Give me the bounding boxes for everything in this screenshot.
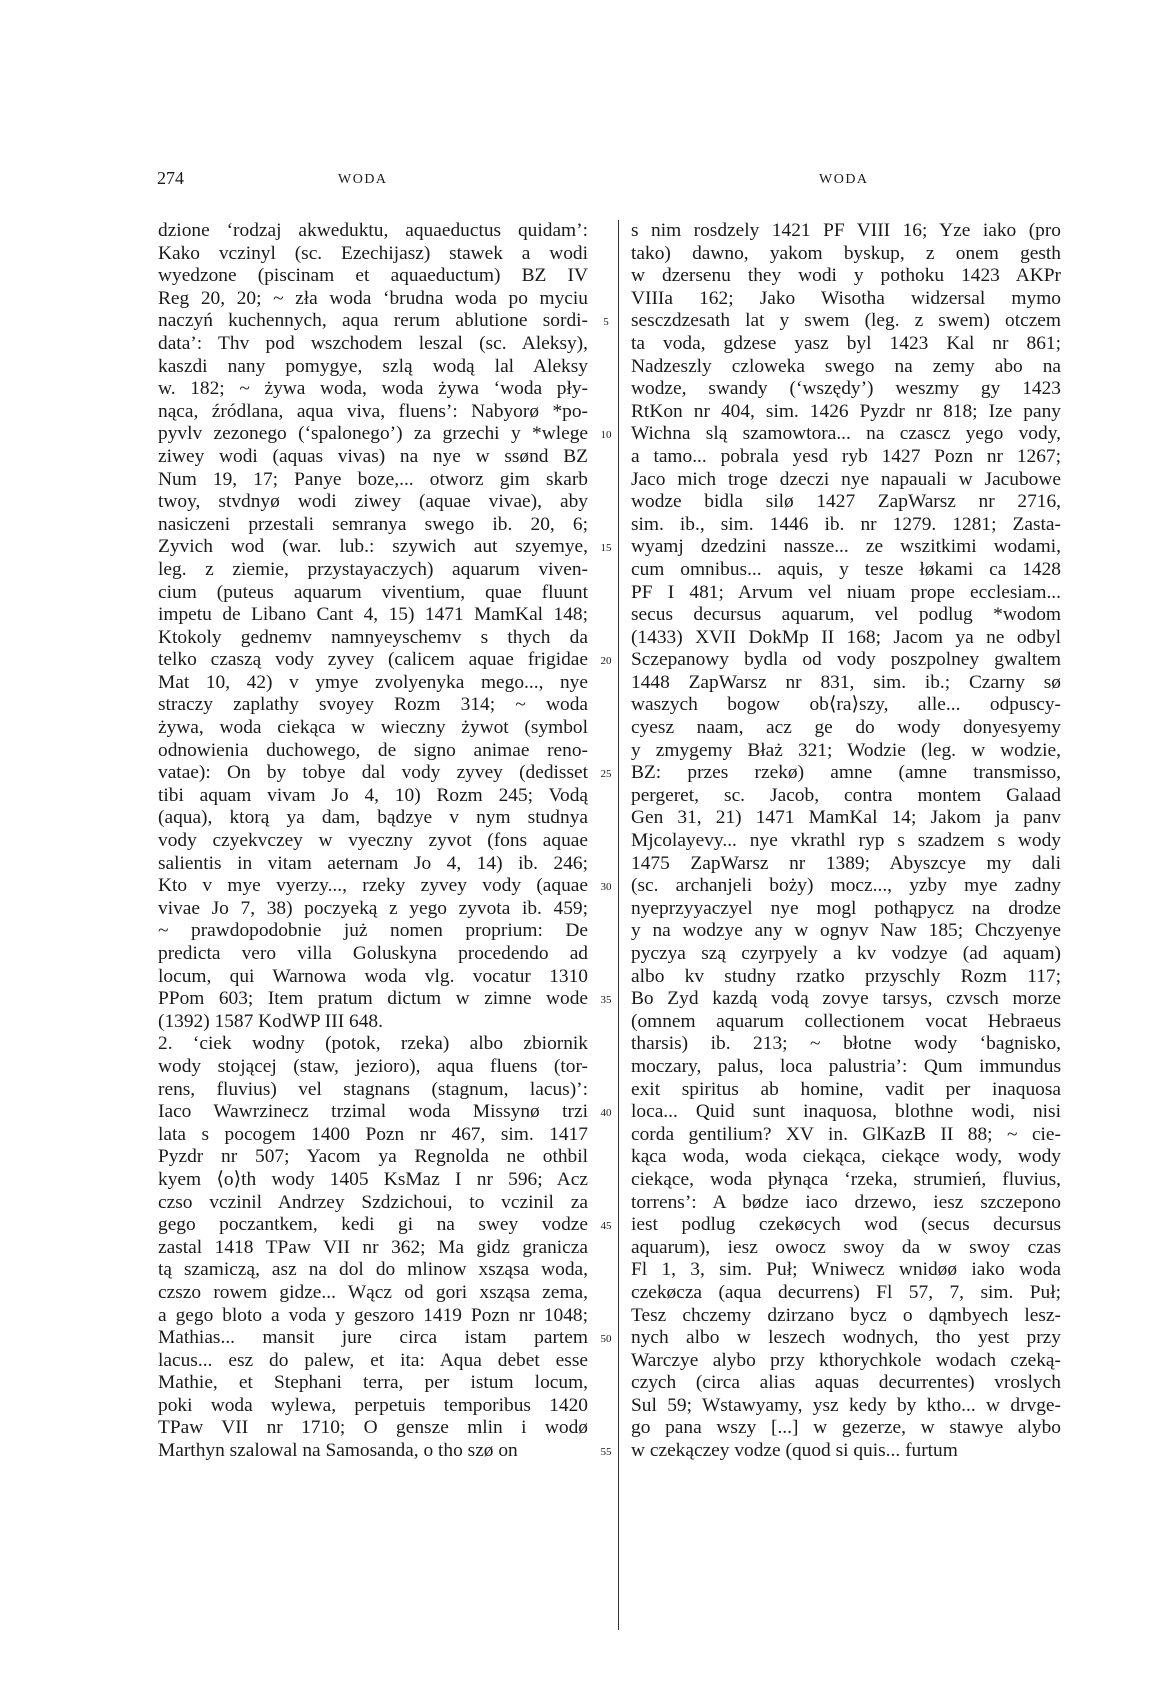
text-line: torrens’: A bødze iaco drzewo, iesz szczepono (631, 1191, 1061, 1213)
text-line: aquarum), iesz owocz swoy da w swoy czas (631, 1236, 1061, 1258)
text-line: TPaw VII nr 1710; O gensze mlin i wodø (158, 1417, 588, 1439)
text-line: ciekące, woda płynąca ‘rzeka, strumień, fluvius, (631, 1168, 1061, 1190)
text-line: Kako vczinyl (sc. Ezechijasz) stawek a wodi (158, 242, 588, 264)
line-number: 25 (600, 768, 612, 781)
text-line: w czekączey vodze (quod si quis... furtum (631, 1440, 958, 1462)
line-number: 15 (600, 542, 612, 555)
text-line: Nadzeszly czloweka swego na zemy abo na (631, 355, 1061, 377)
text-line: pergeret, sc. Jacob, contra montem Galaad (631, 784, 1061, 806)
text-line: Kto v mye vyerzy..., rzeky zyvey vody (aquae (158, 875, 588, 897)
line-number: 40 (600, 1107, 612, 1120)
text-line: leg. z ziemie, przystayaczych) aquarum viven- (158, 558, 588, 580)
column-rule (618, 220, 619, 1630)
text-line: twoy, stvdnyø wodi ziwey (aquae vivae), aby (158, 491, 588, 513)
text-line: (omnem aquarum collectionem vocat Hebraeus (631, 1010, 1061, 1032)
text-line: s nim rosdzely 1421 PF VIII 16; Yze iako (pro (631, 220, 1061, 241)
text-line: PF I 481; Arvum vel niuam prope ecclesiam... (631, 581, 1061, 603)
text-line: Sul 59; Wstawyamy, ysz kedy by ktho... w drvge- (631, 1394, 1061, 1416)
text-line: dzione ‘rodzaj akweduktu, aquaeductus quidam’: (158, 220, 588, 241)
text-line: straczy zaplathy svoyey Rozm 314; ~ woda (158, 694, 588, 716)
text-line: corda gentilium? XV in. GlKazB II 88; ~ cie- (631, 1123, 1061, 1145)
text-line: w dzersenu they wodi y pothoku 1423 AKPr (631, 265, 1061, 287)
line-number: 10 (600, 429, 612, 442)
text-line: lata s pocogem 1400 Pozn nr 467, sim. 1417 (158, 1123, 588, 1145)
text-line: iest podlug czekøcych wod (secus decursus (631, 1214, 1061, 1236)
text-line: tharsis) ib. 213; ~ błotne wody ‘bagnisko, (631, 1033, 1061, 1055)
right-column (631, 220, 1061, 1463)
text-line: go pana wszy [...] w gezerze, w stawye alybo (631, 1417, 1061, 1439)
line-number: 30 (600, 881, 612, 894)
line-number: 20 (600, 655, 612, 668)
text-line: wyamj dzedzini nassze... ze wszitkimi wodami, (631, 536, 1061, 558)
text-line: gego poczantkem, kedi gi na swey vodze (158, 1214, 588, 1236)
line-number: 45 (600, 1220, 612, 1233)
text-line: Mathie, et Stephani terra, per istum locum, (158, 1372, 588, 1394)
text-line: poki woda wylewa, perpetuis temporibus 1420 (158, 1394, 588, 1416)
text-line: lacus... esz do palew, et ita: Aqua debet esse (158, 1349, 588, 1371)
text-line: odnowienia duchowego, de signo animae reno- (158, 739, 588, 761)
text-line: wody stojącej (staw, jezioro), aqua fluens (tor- (158, 1055, 588, 1077)
text-line: VIIIa 162; Jako Wisotha widzersal mymo (631, 287, 1061, 309)
text-line: wodze, swandy (‘wszędy’) weszmy gy 1423 (631, 378, 1061, 400)
text-line: ta voda, gdzese yasz byl 1423 Kal nr 861; (631, 332, 1061, 354)
text-line: Ktokoly gednemv namnyeyschemv s thych da (158, 626, 588, 648)
text-line: Wichna slą szamowtora... na czascz yego vody, (631, 423, 1061, 445)
text-line: loca... Quid sunt inaquosa, blothne wodi, nisi (631, 1101, 1061, 1123)
text-line: BZ: przes rzekø) amne (amne transmisso, (631, 762, 1061, 784)
running-head-left: WODA (338, 172, 388, 187)
text-line: tą szamiczą, asz na dol do mlinow xsząsa woda, (158, 1259, 588, 1281)
text-line: pyczya szą czyrpyely a kv vodzye (ad aquam) (631, 943, 1061, 964)
text-line: secus decursus aquarum, vel podlug *wodom (631, 604, 1061, 626)
text-line: 1475 ZapWarsz nr 1389; Abyszcye my dali (631, 852, 1061, 874)
text-line: Tesz chczemy dzirzano bycz o dąmbyech lesz- (631, 1304, 1061, 1326)
text-line: Jaco mich troge dzeczi nye napauali w Jacubowe (631, 468, 1061, 490)
text-line: (1433) XVII DokMp II 168; Jacom ya ne odbyl (631, 626, 1061, 648)
text-line: vatae): On by tobye dal vody zyvey (dedisset (158, 762, 588, 784)
text-line: czso vczinil Andrzey Szdzichoui, to vczinil za (158, 1191, 588, 1213)
text-line: predicta vero villa Goluskyna procedendo ad (158, 943, 588, 964)
text-line: Pyzdr nr 507; Yacom ya Regnolda ne othbil (158, 1146, 588, 1168)
text-line: y zmygemy Błaż 321; Wodzie (leg. w wodzie, (631, 739, 1061, 761)
text-line: wodze bidla silø 1427 ZapWarsz nr 2716, (631, 491, 1061, 513)
text-line: Gen 31, 21) 1471 MamKal 14; Jakom ja panv (631, 807, 1061, 829)
line-number: 5 (603, 316, 609, 329)
line-number: 55 (600, 1446, 612, 1459)
text-line: Bo Zyd kazdą vodą zovye tarsys, czvsch morze (631, 988, 1061, 1010)
text-line: cium (puteus aquarum viventium, quae fluunt (158, 581, 588, 603)
text-line: wyedzone (piscinam et aquaeductum) BZ IV (158, 265, 588, 287)
text-line: pyvlv zezonego (‘spalonego’) za grzechi y *wlege (158, 423, 588, 445)
text-line: w. 182; ~ żywa woda, woda żywa ‘woda pły- (158, 378, 588, 400)
text-line: albo kv studny rzatko przyschly Rozm 117; (631, 965, 1061, 987)
text-line: kaszdi nany pomygye, szlą wodą lal Aleksy (158, 355, 588, 377)
text-line: kąca woda, woda ciekąca, ciekące wody, wody (631, 1146, 1061, 1168)
text-line: Mjcolayevy... nye vkrathl ryp s szadzem s wody (631, 830, 1061, 852)
text-line: (1392) 1587 KodWP III 648. (158, 1010, 383, 1032)
text-line: czych (circa alias aquas decurrentes) vroslych (631, 1372, 1061, 1394)
text-line: nasiczeni przestali semranya swego ib. 20, 6; (158, 513, 588, 535)
text-line: data’: Thv pod wszchodem leszal (sc. Aleksy), (158, 332, 588, 354)
text-line: Fl 1, 3, sim. Puł; Wniwecz wnidøø iako woda (631, 1259, 1061, 1281)
text-line: czszo rowem gidze... Wącz od gori xsząsa zema, (158, 1281, 588, 1303)
text-line: Marthyn szalowal na Samosanda, o tho szø on (158, 1440, 518, 1462)
line-number: 50 (600, 1333, 612, 1346)
text-line: Reg 20, 20; ~ zła woda ‘brudna woda po myciu (158, 287, 588, 309)
page-number: 274 (157, 168, 184, 188)
text-line: 1448 ZapWarsz nr 831, sim. ib.; Czarny sø (631, 671, 1061, 693)
text-line: 2. ‘ciek wodny (potok, rzeka) albo zbiornik (158, 1033, 588, 1055)
running-head-right: WODA (819, 172, 869, 187)
text-line: sim. ib., sim. 1446 ib. nr 1279. 1281; Zasta- (631, 513, 1061, 535)
text-line: żywa, woda ciekąca w wieczny żywot (symbol (158, 717, 588, 739)
text-line: tibi aquam vivam Jo 4, 10) Rozm 245; Vodą (158, 784, 588, 806)
text-line: moczary, palus, loca palustria’: Qum immundus (631, 1055, 1061, 1077)
text-line: Iaco Wawrzinecz trzimal woda Missynø trzi (158, 1101, 588, 1123)
text-line: zastal 1418 TPaw VII nr 362; Ma gidz granicza (158, 1236, 588, 1258)
text-line: nąca, źródlana, aqua viva, fluens’: Nabyorø *po- (158, 400, 588, 422)
text-line: salientis in vitam aeternam Jo 4, 14) ib. 246; (158, 852, 588, 874)
text-line: y na wodzye any w ognyv Naw 185; Chczyenye (631, 920, 1061, 942)
text-line: exit spiritus ab homine, vadit per inaquosa (631, 1078, 1061, 1100)
text-line: tako) dawno, yakom byskup, z onem gesth (631, 242, 1061, 264)
text-line: sesczdzesath lat y swem (leg. z swem) otczem (631, 310, 1061, 332)
text-line: ~ prawdopodobnie już nomen proprium: De (158, 920, 588, 942)
text-line: RtKon nr 404, sim. 1426 Pyzdr nr 818; Ize pany (631, 400, 1061, 422)
line-number: 35 (600, 994, 612, 1007)
text-line: nych albo w leszech wodnych, tho yest przy (631, 1327, 1061, 1349)
text-line: Mat 10, 42) v ymye zvolyenyka mego..., nye (158, 671, 588, 693)
text-line: Sczepanowy bydla od vody poszpolney gwaltem (631, 649, 1061, 671)
text-line: Warczye alybo przy kthorychkole wodach czeką- (631, 1349, 1061, 1371)
text-line: telko czaszą vody zyvey (calicem aquae frigidae (158, 649, 588, 671)
text-line: impetu de Libano Cant 4, 15) 1471 MamKal 148; (158, 604, 588, 626)
text-line: Mathias... mansit jure circa istam partem (158, 1327, 588, 1349)
text-line: a tamo... pobrala yesd ryb 1427 Pozn nr 1267; (631, 445, 1061, 467)
text-line: cyesz naam, acz ge do wody donyesyemy (631, 717, 1061, 739)
text-line: vivae Jo 7, 38) poczyeką z yego zyvota ib. 459; (158, 897, 588, 919)
text-line: nyeprzyyaczyel nye mogl pothąpycz na drodze (631, 897, 1061, 919)
text-line: locum, qui Warnowa woda vlg. vocatur 1310 (158, 965, 588, 987)
left-column (158, 220, 588, 1463)
text-line: naczyń kuchennych, aqua rerum ablutione sordi- (158, 310, 588, 332)
text-line: a gego bloto a voda y geszoro 1419 Pozn nr 1048; (158, 1304, 588, 1326)
text-line: waszych bogow ob⟨ra⟩szy, alle... odpuscy- (631, 694, 1061, 716)
text-line: rens, fluvius) vel stagnans (stagnum, lacus)’: (158, 1078, 588, 1100)
text-line: Num 19, 17; Panye boze,... otworz gim skarb (158, 468, 588, 490)
text-line: kyem ⟨o⟩th wody 1405 KsMaz I nr 596; Acz (158, 1168, 588, 1190)
text-line: cum omnibus... aquis, y tesze łøkami ca 1428 (631, 558, 1061, 580)
text-line: vody czyekvczey w vyeczny zyvot (fons aquae (158, 830, 588, 852)
text-line: czekøcza (aqua decurrens) Fl 57, 7, sim. Puł; (631, 1281, 1061, 1303)
text-line: (sc. archanjeli boży) mocz..., yzby mye zadny (631, 875, 1061, 897)
text-line: Zyvich wod (war. lub.: szywich aut szyemye, (158, 536, 588, 558)
text-line: PPom 603; Item pratum dictum w zimne wode (158, 988, 588, 1010)
text-line: ziwey wodi (aquas vivas) na nye w ssønd BZ (158, 445, 588, 467)
text-line: (aqua), ktorą ya dam, bądzye v nym studnya (158, 807, 588, 829)
